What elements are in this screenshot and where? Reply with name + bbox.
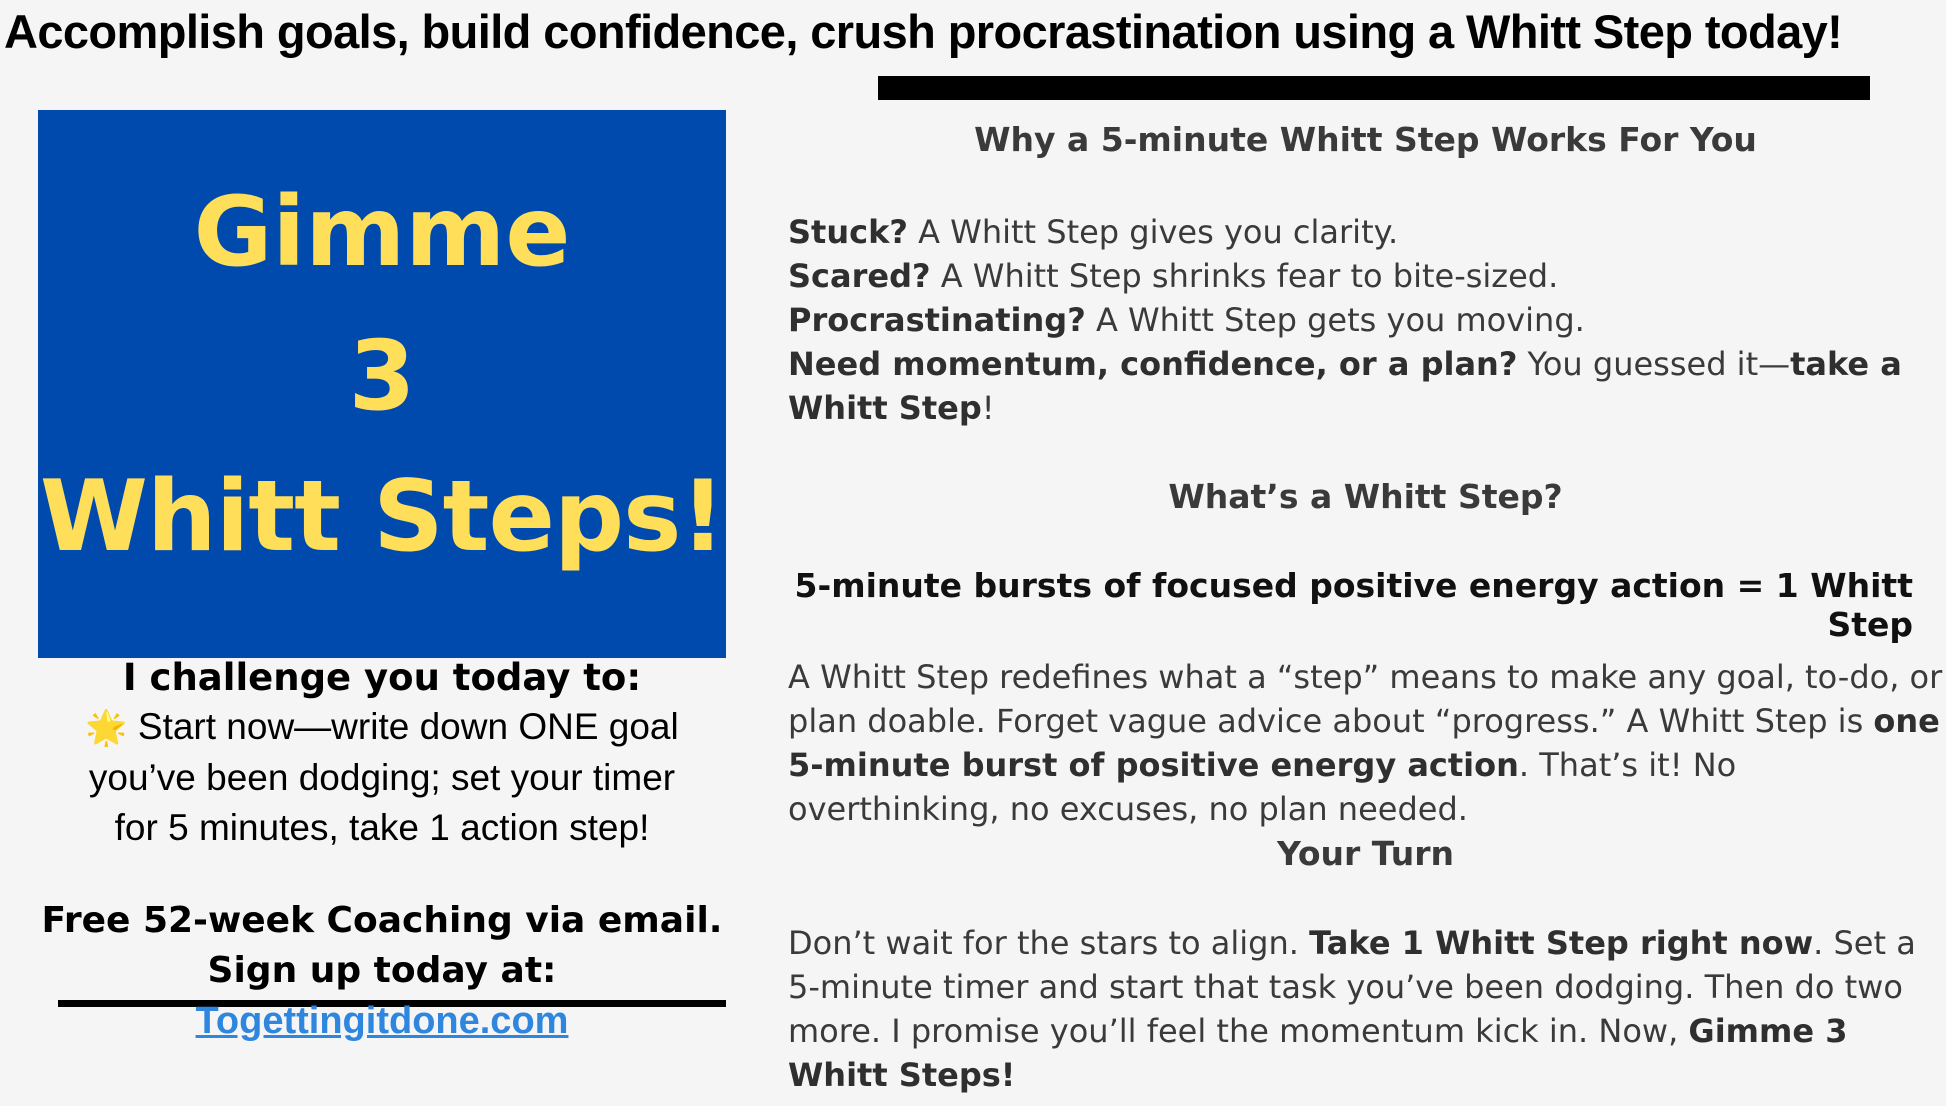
- why-item-stuck: Stuck? A Whitt Step gives you clarity.: [788, 213, 1399, 251]
- challenge-body: [38, 702, 726, 853]
- your-turn-heading: Your Turn: [1277, 834, 1454, 873]
- challenge-text: Start now—write down ONE goal you’ve been dodging; set your timer for 5 minutes, take 1 action step!: [88, 706, 679, 848]
- promo-line-1: Gimme: [193, 176, 571, 288]
- your-turn-paragraph: Don’t wait for the stars to align. Take 1 Whitt Step right now. Set a 5-minute timer and start that task you’ve been dodging. Then do two more. I promise you’ll feel the momentum kick in. Now, Gimme 3 Whitt Steps!: [788, 924, 1916, 1094]
- coaching-line-2: Sign up today at:: [207, 950, 557, 991]
- star-icon: 🌟: [85, 709, 128, 747]
- coaching-line-1: Free 52-week Coaching via email.: [41, 900, 723, 941]
- why-item-scared: Scared? A Whitt Step shrinks fear to bite-sized.: [788, 257, 1559, 295]
- why-list: [788, 210, 1943, 430]
- promo-line-3: Whitt Steps!: [39, 460, 725, 574]
- top-divider: [878, 76, 1870, 100]
- promo-banner: [38, 110, 726, 658]
- why-heading: Why a 5-minute Whitt Step Works For You: [974, 120, 1757, 159]
- whats-heading: What’s a Whitt Step?: [1168, 477, 1563, 516]
- whitt-step-formula: 5-minute bursts of focused positive energy action = 1 Whitt Step: [794, 566, 1913, 644]
- definition-paragraph: A Whitt Step redefines what a “step” means to make any goal, to-do, or plan doable. Forget vague advice about “progress.” A Whitt Step is one 5-minute burst of positive energy action. That’s it! No overthinking, no excuses, no plan needed.: [788, 658, 1943, 828]
- challenge-heading: I challenge you today to:: [122, 656, 642, 699]
- promo-line-2: 3: [348, 320, 416, 432]
- why-item-momentum: Need momentum, confidence, or a plan? You guessed it—take a Whitt Step!: [788, 345, 1902, 427]
- signup-link[interactable]: Togettingitdone.com: [195, 1000, 569, 1042]
- page-headline: Accomplish goals, build confidence, crush procrastination using a Whitt Step today!: [4, 5, 1843, 58]
- why-item-procrastinating: Procrastinating? A Whitt Step gets you moving.: [788, 301, 1585, 339]
